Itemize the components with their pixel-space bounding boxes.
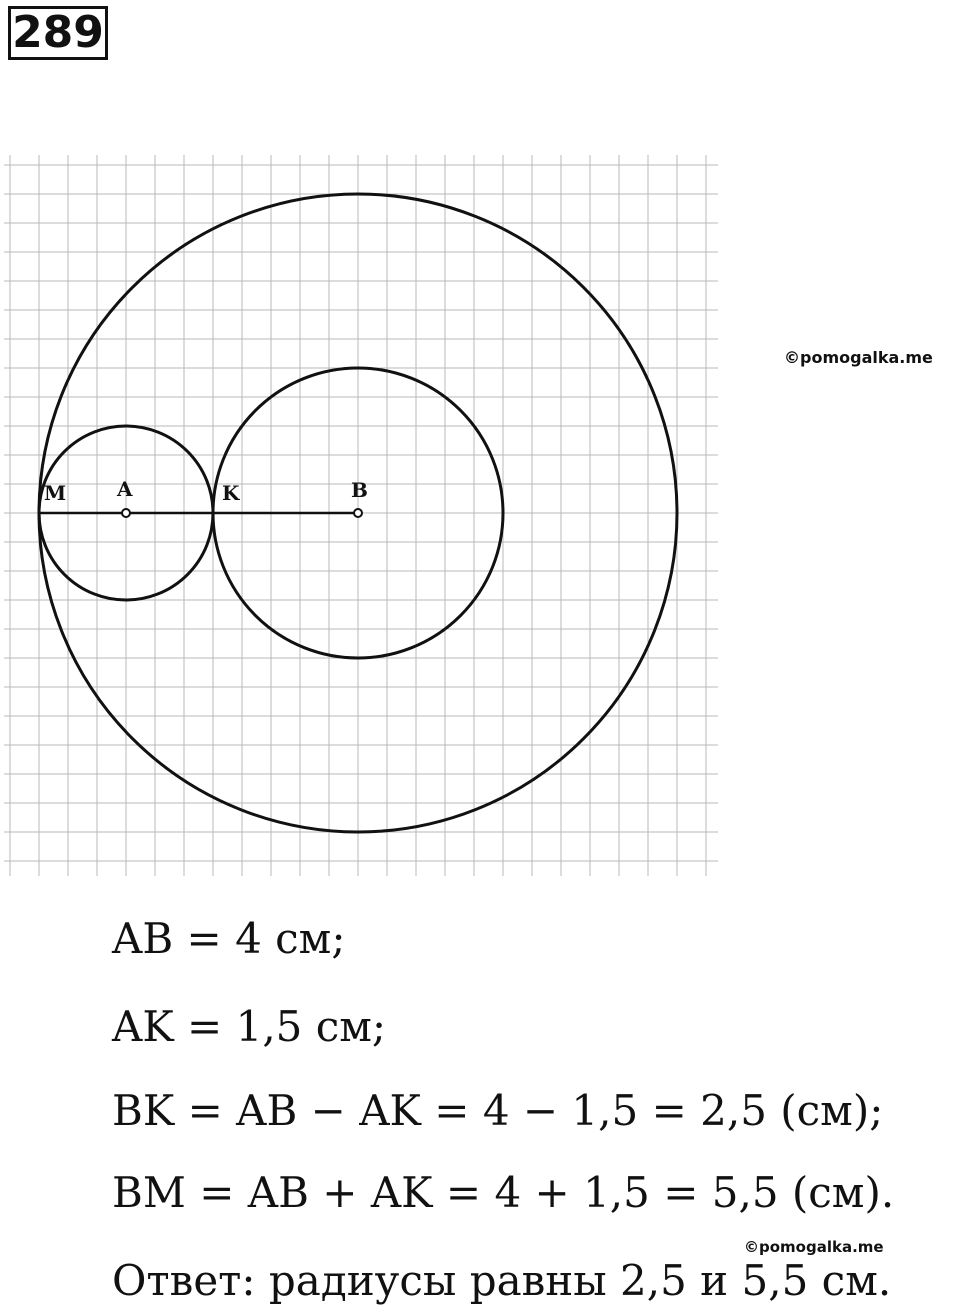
problem-number: 289 <box>12 7 104 58</box>
solution-line-1: AB = 4 см; <box>112 914 346 963</box>
watermark-bottom: ©pomogalka.me <box>744 1238 884 1256</box>
point-B-dot <box>354 509 362 517</box>
point-label-A: A <box>117 477 133 501</box>
solution-line-3: BK = AB − AK = 4 − 1,5 = 2,5 (см); <box>112 1086 884 1135</box>
point-A-dot <box>122 509 130 517</box>
solution-line-4: BM = AB + AK = 4 + 1,5 = 5,5 (см). <box>112 1168 895 1217</box>
answer-line: Ответ: радиусы равны 2,5 и 5,5 см. <box>112 1256 892 1305</box>
point-label-B: B <box>351 478 368 502</box>
point-label-K: K <box>222 481 240 505</box>
solution-line-2: AK = 1,5 см; <box>112 1002 387 1051</box>
watermark-top: ©pomogalka.me <box>784 348 933 367</box>
point-label-M: M <box>44 481 67 505</box>
